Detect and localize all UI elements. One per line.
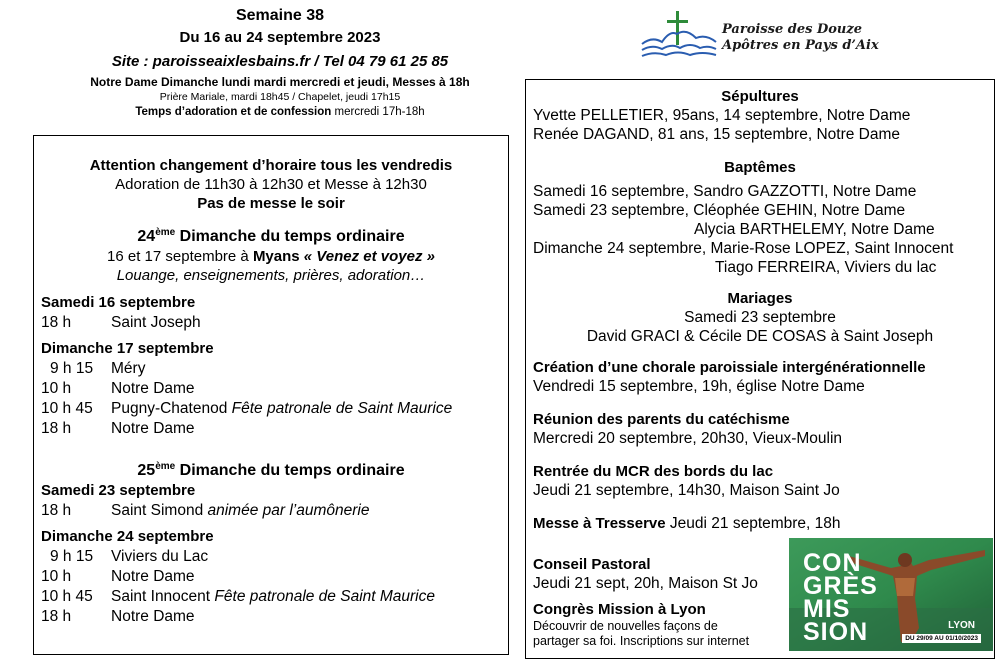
schedule-sun24 <box>34 547 508 627</box>
poster-title-line: SION <box>803 618 869 646</box>
friday-adoration: Adoration de 11h30 à 12h30 et Messe à 12h30 <box>115 176 427 193</box>
church-name: Notre Dame <box>111 568 195 585</box>
parents-info: Mercredi 20 septembre, 20h30, Vieux-Moulin <box>533 430 843 447</box>
myans-place: Myans <box>252 248 300 265</box>
day-heading-sat23: Samedi 23 septembre <box>41 482 196 499</box>
parish-name-line1: Paroisse des Douze <box>722 22 862 37</box>
mariages-title: Mariages <box>727 290 793 307</box>
church-name: Viviers du Lac <box>111 548 209 565</box>
bapteme-item: Alycia BARTHELEMY, Notre Dame <box>694 221 935 238</box>
baptemes-title: Baptêmes <box>724 159 796 176</box>
mass-place <box>111 399 452 419</box>
congres-poster <box>789 538 993 651</box>
conseil-info: Jeudi 21 sept, 20h, Maison St Jo <box>533 575 758 592</box>
mass-time: 9 h 15 <box>50 360 94 377</box>
congres-desc-1: Découvrir de nouvelles façons de <box>533 619 718 633</box>
schedule-row <box>34 501 508 521</box>
poster-title-line: GRÈS <box>803 572 878 600</box>
mass-place <box>111 419 195 439</box>
mass-place <box>111 547 208 567</box>
mass-place <box>111 379 195 399</box>
church-name: Notre Dame <box>111 380 195 397</box>
cross-waves-icon <box>640 8 720 60</box>
mass-time: 10 h <box>41 380 72 397</box>
mcr-title: Rentrée du MCR des bords du lac <box>533 463 774 480</box>
sunday-24-sup: ème <box>155 227 176 238</box>
myans-description: Louange, enseignements, prières, adoration… <box>116 267 426 284</box>
mass-note: Fête patronale de Saint Maurice <box>231 400 453 417</box>
poster-city: LYON <box>948 620 975 631</box>
schedule-row <box>34 419 508 439</box>
masses-info: Notre Dame Dimanche lundi mardi mercredi et jeudi, Messes à 18h <box>90 75 470 89</box>
sepulture-item: Renée DAGAND, 81 ans, 15 septembre, Notre Dame <box>533 126 901 143</box>
mass-place <box>111 501 369 521</box>
site-contact: Site : paroisseaixlesbains.fr / Tel 04 79 61 25 85 <box>111 53 449 70</box>
chorale-info: Vendredi 15 septembre, 19h, église Notre Dame <box>533 378 865 395</box>
prayer-info: Prière Mariale, mardi 18h45 / Chapelet, jeudi 17h15 <box>159 91 401 103</box>
mass-note: Fête patronale de Saint Maurice <box>214 588 435 605</box>
congres-title: Congrès Mission à Lyon <box>533 601 706 618</box>
sunday-25-sup: ème <box>155 461 176 472</box>
mass-time: 18 h <box>41 502 72 519</box>
adoration-time: mercredi 17h-18h <box>331 106 425 118</box>
parents-title: Réunion des parents du catéchisme <box>533 411 790 428</box>
tresserve-line <box>526 514 994 533</box>
no-evening-mass: Pas de messe le soir <box>197 195 345 212</box>
chorale-title: Création d’une chorale paroissiale intergénérationnelle <box>533 359 926 376</box>
congres-desc-2: partager sa foi. Inscriptions sur internet <box>533 634 750 648</box>
tresserve-title: Messe à Tresserve <box>533 515 666 532</box>
mass-place <box>111 587 435 607</box>
week-title: Semaine 38 <box>235 7 325 24</box>
sunday-25-label: Dimanche du temps ordinaire <box>175 462 405 479</box>
mass-time: 9 h 15 <box>50 548 94 565</box>
schedule-row <box>34 379 508 399</box>
myans-quote: « Venez et voyez » <box>299 248 435 265</box>
sepultures-title: Sépultures <box>721 88 799 105</box>
conseil-title: Conseil Pastoral <box>533 556 651 573</box>
mass-time: 10 h 45 <box>41 588 93 605</box>
schedule-row <box>34 607 508 627</box>
mass-time: 18 h <box>41 420 72 437</box>
mass-place <box>111 607 195 627</box>
bulletin-header <box>20 6 540 120</box>
church-name: Notre Dame <box>111 420 195 437</box>
mass-place <box>111 313 201 333</box>
mass-time: 10 h 45 <box>41 400 93 417</box>
parish-name-line2: Apôtres en Pays d’Aix <box>722 38 879 53</box>
mcr-info: Jeudi 21 septembre, 14h30, Maison Saint Jo <box>533 482 840 499</box>
church-name: Pugny-Chatenod <box>111 400 232 417</box>
poster-title-line: CON <box>803 549 862 577</box>
church-name: Saint Joseph <box>111 314 201 331</box>
mass-place <box>111 359 145 379</box>
schedule-row <box>34 547 508 567</box>
schedule-box <box>33 135 509 655</box>
sunday-24-label: Dimanche du temps ordinaire <box>175 228 405 245</box>
sepulture-item: Yvette PELLETIER, 95ans, 14 septembre, Notre Dame <box>533 107 911 124</box>
parish-logo <box>640 8 980 60</box>
church-name: Saint Simond <box>111 502 208 519</box>
myans-dates: 16 et 17 septembre à <box>107 248 253 265</box>
mass-note: animée par l’aumônerie <box>207 502 370 519</box>
schedule-row <box>34 567 508 587</box>
day-heading-sun17: Dimanche 17 septembre <box>41 340 214 357</box>
schedule-sun17 <box>34 359 508 439</box>
mass-time: 18 h <box>41 608 72 625</box>
schedule-sat23 <box>34 501 508 521</box>
adoration-label: Temps d’adoration et de confession <box>135 106 332 118</box>
schedule-row <box>34 399 508 419</box>
schedule-row <box>34 359 508 379</box>
sunday-24-title <box>34 223 508 247</box>
day-heading-sun24: Dimanche 24 septembre <box>41 528 214 545</box>
day-heading-sat16: Samedi 16 septembre <box>41 294 196 311</box>
bapteme-item: Tiago FERREIRA, Viviers du lac <box>715 259 937 276</box>
attention-notice: Attention changement d’horaire tous les vendredis <box>89 157 453 174</box>
church-name: Méry <box>111 360 146 377</box>
poster-dates: DU 29/09 AU 01/10/2023 <box>902 634 981 643</box>
mass-time: 18 h <box>41 314 72 331</box>
adoration-info <box>20 104 540 120</box>
sunday-25-title <box>34 457 508 481</box>
poster-title-line: MIS <box>803 595 851 623</box>
bapteme-item: Samedi 23 septembre, Cléophée GEHIN, Notre Dame <box>533 202 906 219</box>
mariage-couple: David GRACI & Cécile DE COSAS à Saint Joseph <box>586 328 934 345</box>
bapteme-item: Samedi 16 septembre, Sandro GAZZOTTI, Notre Dame <box>533 183 917 200</box>
schedule-row <box>34 313 508 333</box>
church-name: Saint Innocent <box>111 588 215 605</box>
week-dates: Du 16 au 24 septembre 2023 <box>179 29 381 46</box>
bapteme-item: Dimanche 24 septembre, Marie-Rose LOPEZ, Saint Innocent <box>533 240 954 257</box>
parish-name <box>722 22 879 54</box>
tresserve-info: Jeudi 21 septembre, 18h <box>665 515 841 532</box>
myans-event <box>34 247 508 266</box>
mass-time: 10 h <box>41 568 72 585</box>
sunday-24-num: 24 <box>137 228 156 245</box>
sunday-25-num: 25 <box>137 462 156 479</box>
mariage-date: Samedi 23 septembre <box>684 309 836 326</box>
church-name: Notre Dame <box>111 608 195 625</box>
schedule-row <box>34 587 508 607</box>
mass-place <box>111 567 195 587</box>
poster-title <box>803 549 878 646</box>
schedule-sat16 <box>34 313 508 333</box>
